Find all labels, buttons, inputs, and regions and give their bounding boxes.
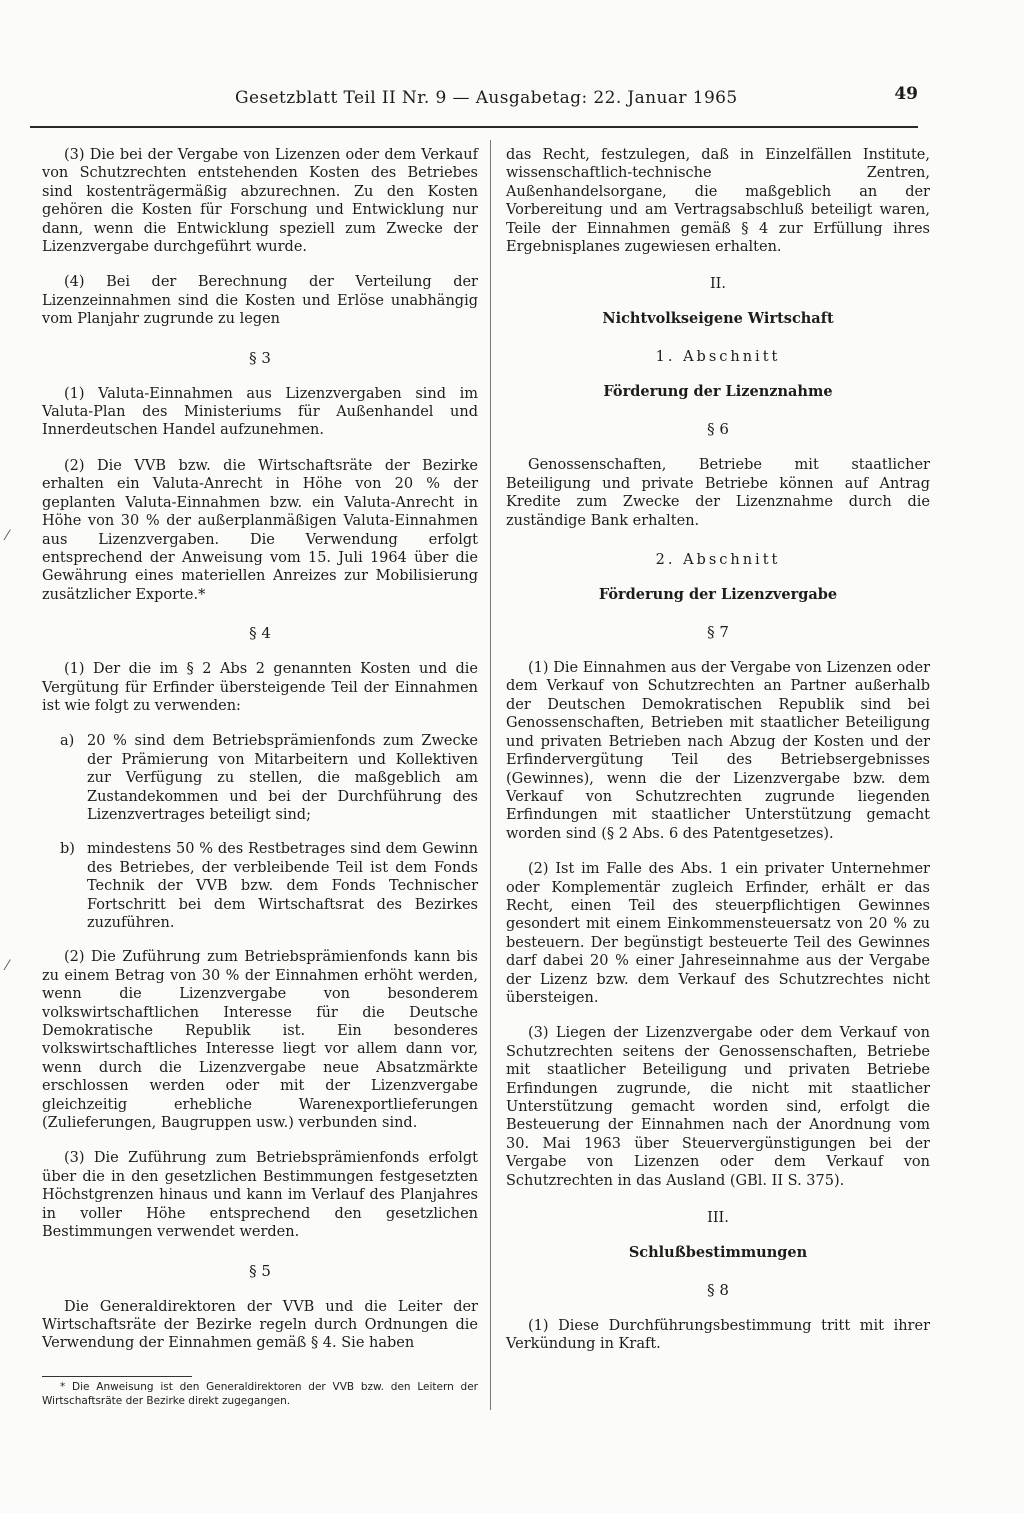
list-marker-a: a)	[60, 733, 75, 750]
list-item-b-text: mindestens 50 % des Restbetrages sind dem Gewinn des Betriebes, der verbleibende Teil ist dem Fonds Technik der VVB bzw. dem Fonds Technischer Fortschritt bei dem Wirtschaftsrat des Bezirkes zuzuführen.	[87, 841, 478, 931]
section-8-heading: § 8	[707, 1281, 729, 1300]
section-6-heading: § 6	[707, 420, 729, 439]
section-8-paragraph-1: (1) Diese Durchführungsbestimmung tritt mit ihrer Verkündung in Kraft.	[506, 1318, 930, 1353]
page-header	[30, 82, 918, 128]
section-4-heading: § 4	[249, 624, 271, 643]
footnote-rule	[42, 1376, 192, 1377]
page-number: 49	[894, 84, 918, 104]
section-7-heading: § 7	[707, 623, 729, 642]
list-item-b	[42, 840, 478, 932]
section-7-paragraph-1: (1) Die Einnahmen aus der Vergabe von Lizenzen oder dem Verkauf von Schutzrechten an Partner außerhalb der Deutschen Demokratischen Republik sind bei Genossenschaften, Betrieben mit staatlicher Beteiligung und privaten Betrieben nach Abzug der Kosten und der Erfindervergütung Teil des Betriebsergebnisses (Gewinnes), wenn die der Lizenzvergabe bzw. dem Verkauf von Schutzrechten zugrunde liegenden Erfindungen mit staatlicher Unterstützung gemacht worden sind (§ 2 Abs. 6 des Patentgesetzes).	[506, 660, 930, 842]
section-3-paragraph-2: (2) Die VVB bzw. die Wirtschaftsräte der Bezirke erhalten ein Valuta-Anrecht in Höhe von 20 % der geplanten Valuta-Einnahmen bzw. ein Valuta-Anrecht in Höhe von 30 % der außerplanmäßigen Valuta-Einnahmen aus Lizenzvergaben. Die Verwendung erfolgt entsprechend der Anweisung vom 15. Juli 1964 über die Gewährung eines materiellen Anreizes zur Mobilisierung zusätzlicher Exporte.*	[42, 457, 478, 603]
part-3-title: Schlußbestimmungen	[628, 1244, 808, 1262]
part-3-number: III.	[707, 1210, 729, 1227]
section-5-text: Die Generaldirektoren der VVB und die Leiter der Wirtschaftsräte der Bezirke regeln durch Ordnungen die Verwendung der Einnahmen gemäß § 4. Sie haben	[42, 1298, 478, 1352]
continuation-paragraph: das Recht, festzulegen, daß in Einzelfällen Institute, wissenschaftlich-technische Zentren, Außenhandelsorgane, die maßgeblich an der Vorbereitung und am Vertragsabschluß beteiligt waren, Teile der Einnahmen gemäß § 4 zur Erfüllung ihres Ergebnisplanes zugewiesen erhalten.	[506, 147, 930, 256]
abschnitt-2-title: Förderung der Lizenzvergabe	[598, 586, 838, 604]
section-6-text: Genossenschaften, Betriebe mit staatlicher Beteiligung und private Betriebe können auf Antrag Kredite zum Zwecke der Lizenznahme durch die zuständige Bank erhalten.	[506, 457, 930, 529]
header-title: Gesetzblatt Teil II Nr. 9 — Ausgabetag: 22. Januar 1965	[235, 88, 738, 108]
section-5-heading: § 5	[249, 1261, 271, 1280]
right-column	[506, 146, 930, 1371]
abschnitt-1-label: 1. Abschnitt	[655, 349, 781, 366]
left-column	[42, 146, 478, 1370]
paragraph-3-3: (3) Die bei der Vergabe von Lizenzen oder dem Verkauf von Schutzrechten entstehenden Kosten des Betriebes sind kostenträgermäßig abzurechnen. Zu den Kosten gehören die Kosten für Forschung und Entwicklung nur dann, wenn die Entwicklung speziell zum Zwecke der Lizenzvergabe durchgeführt wurde.	[42, 147, 478, 256]
section-7-paragraph-2: (2) Ist im Falle des Abs. 1 ein privater Unternehmer oder Komplementär zugleich Erfinder, erhält er das Recht, einen Teil des steuerpflichtigen Gewinnes gesondert mit einem Einkommensteuersatz von 20 % zu besteuern. Der begünstigt besteuerte Teil des Gewinnes darf dabei 20 % einer Jahreseinnahme aus der Vergabe der Lizenz bzw. dem Verkauf des Schutzrechtes nicht übersteigen.	[506, 861, 930, 1006]
abschnitt-2-label: 2. Abschnitt	[655, 552, 781, 569]
section-4-paragraph-3: (3) Die Zuführung zum Betriebsprämienfonds erfolgt über die in den gesetzlichen Bestimmungen festgesetzten Höchstgrenzen hinaus und kann im Verlauf des Planjahres in voller Höhe entsprechend den gesetzlichen Bestimmungen verwendet werden.	[42, 1150, 478, 1241]
abschnitt-1-title: Förderung der Lizenznahme	[603, 383, 833, 401]
margin-pencil-mark-2: ⁄	[6, 958, 9, 974]
part-2-number: II.	[709, 276, 727, 293]
footnote: * Die Anweisung ist den Generaldirektoren der VVB bzw. den Leitern der Wirtschaftsräte der Bezirke direkt zugegangen.	[42, 1381, 478, 1407]
section-3-heading: § 3	[249, 348, 271, 367]
part-2-title: Nichtvolkseigene Wirtschaft	[602, 310, 834, 328]
list-marker-b: b)	[60, 841, 75, 858]
column-divider	[490, 140, 491, 1410]
section-4-paragraph-2: (2) Die Zuführung zum Betriebsprämienfonds kann bis zu einem Betrag von 30 % der Einnahmen erhöht werden, wenn die Lizenzvergabe von besonderem volkswirtschaftlichen Interesse für die Deutsche Demokratische Republik ist. Ein besonderes volkswirtschaftliches Interesse liegt vor allem dann vor, wenn durch die Lizenzvergabe neue Absatzmärkte erschlossen werden oder mit der Lizenzvergabe gleichzeitig erhebliche Warenexportlieferungen (Zulieferungen, Baugruppen usw.) verbunden sind.	[42, 949, 478, 1132]
section-7-paragraph-3: (3) Liegen der Lizenzvergabe oder dem Verkauf von Schutzrechten seitens der Genossenschaften, Betriebe mit staatlicher Beteiligung und privaten Betriebe Erfindungen zugrunde, die nicht mit staatlicher Unterstützung gemacht worden sind, erfolgt die Besteuerung der Einnahmen nach der Anordnung vom 30. Mai 1963 über Steuervergünstigungen bei der Vergabe von Lizenzen oder dem Verkauf von Schutzrechten in das Ausland (GBl. II S. 375).	[506, 1025, 930, 1189]
list-item-a	[42, 732, 478, 824]
paragraph-3-4: (4) Bei der Berechnung der Verteilung der Lizenzeinnahmen sind die Kosten und Erlöse unabhängig vom Planjahr zugrunde zu legen	[42, 274, 478, 328]
section-4-paragraph-1: (1) Der die im § 2 Abs 2 genannten Kosten und die Vergütung für Erfinder übersteigende Teil der Einnahmen ist wie folgt zu verwenden:	[42, 661, 478, 714]
section-3-paragraph-1: (1) Valuta-Einnahmen aus Lizenzvergaben sind im Valuta-Plan des Ministeriums für Außenhandel und Innerdeutschen Handel aufzunehmen.	[42, 385, 478, 439]
list-item-a-text: 20 % sind dem Betriebsprämienfonds zum Zwecke der Prämierung von Mitarbeitern und Kollektiven zur Verfügung zu stellen, die maßgeblich am Zustandekommen und bei der Durchführung des Lizenzvertrages beteiligt sind;	[87, 733, 478, 823]
margin-pencil-mark-1: ⁄	[6, 528, 9, 544]
